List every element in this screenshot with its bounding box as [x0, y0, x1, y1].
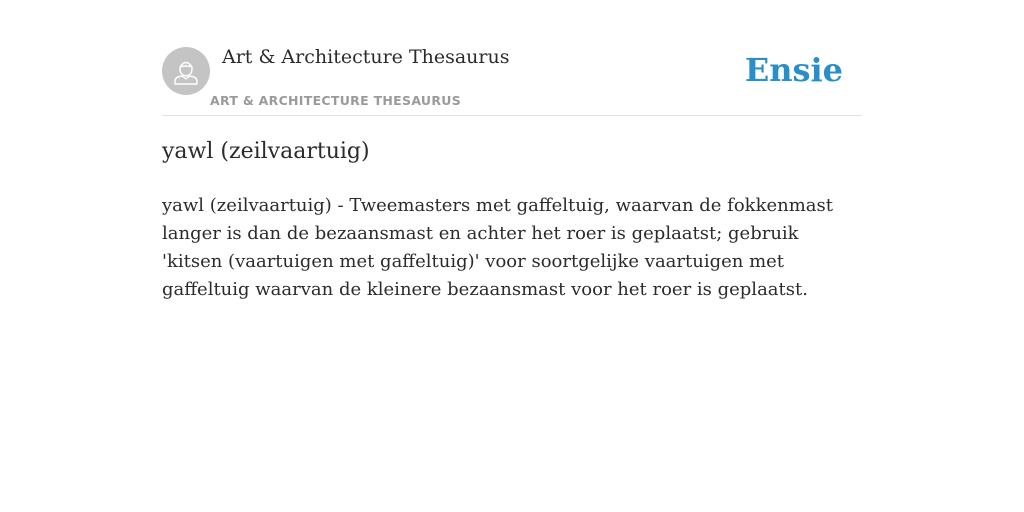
- source-title[interactable]: Art & Architecture Thesaurus: [222, 46, 510, 68]
- source-subtitle[interactable]: ART & ARCHITECTURE THESAURUS: [210, 93, 462, 108]
- avatar[interactable]: [162, 47, 210, 95]
- page-container: [162, 0, 862, 300]
- user-icon: [171, 56, 201, 86]
- brand-logo[interactable]: Ensie: [744, 51, 843, 89]
- page-header: [162, 0, 862, 116]
- definition-text: yawl (zeilvaartuig) - Tweemasters met gaffeltuig, waarvan de fokkenmast langer is dan de bezaansmast en achter het roer is geplaatst; gebruik 'kitsen (vaartuigen met gaffeltuig)' voor soortgelijke vaartuigen met gaffeltuig waarvan de kleinere bezaansmast voor het roer is geplaatst.: [162, 195, 834, 300]
- term-title: yawl (zeilvaartuig): [162, 139, 370, 164]
